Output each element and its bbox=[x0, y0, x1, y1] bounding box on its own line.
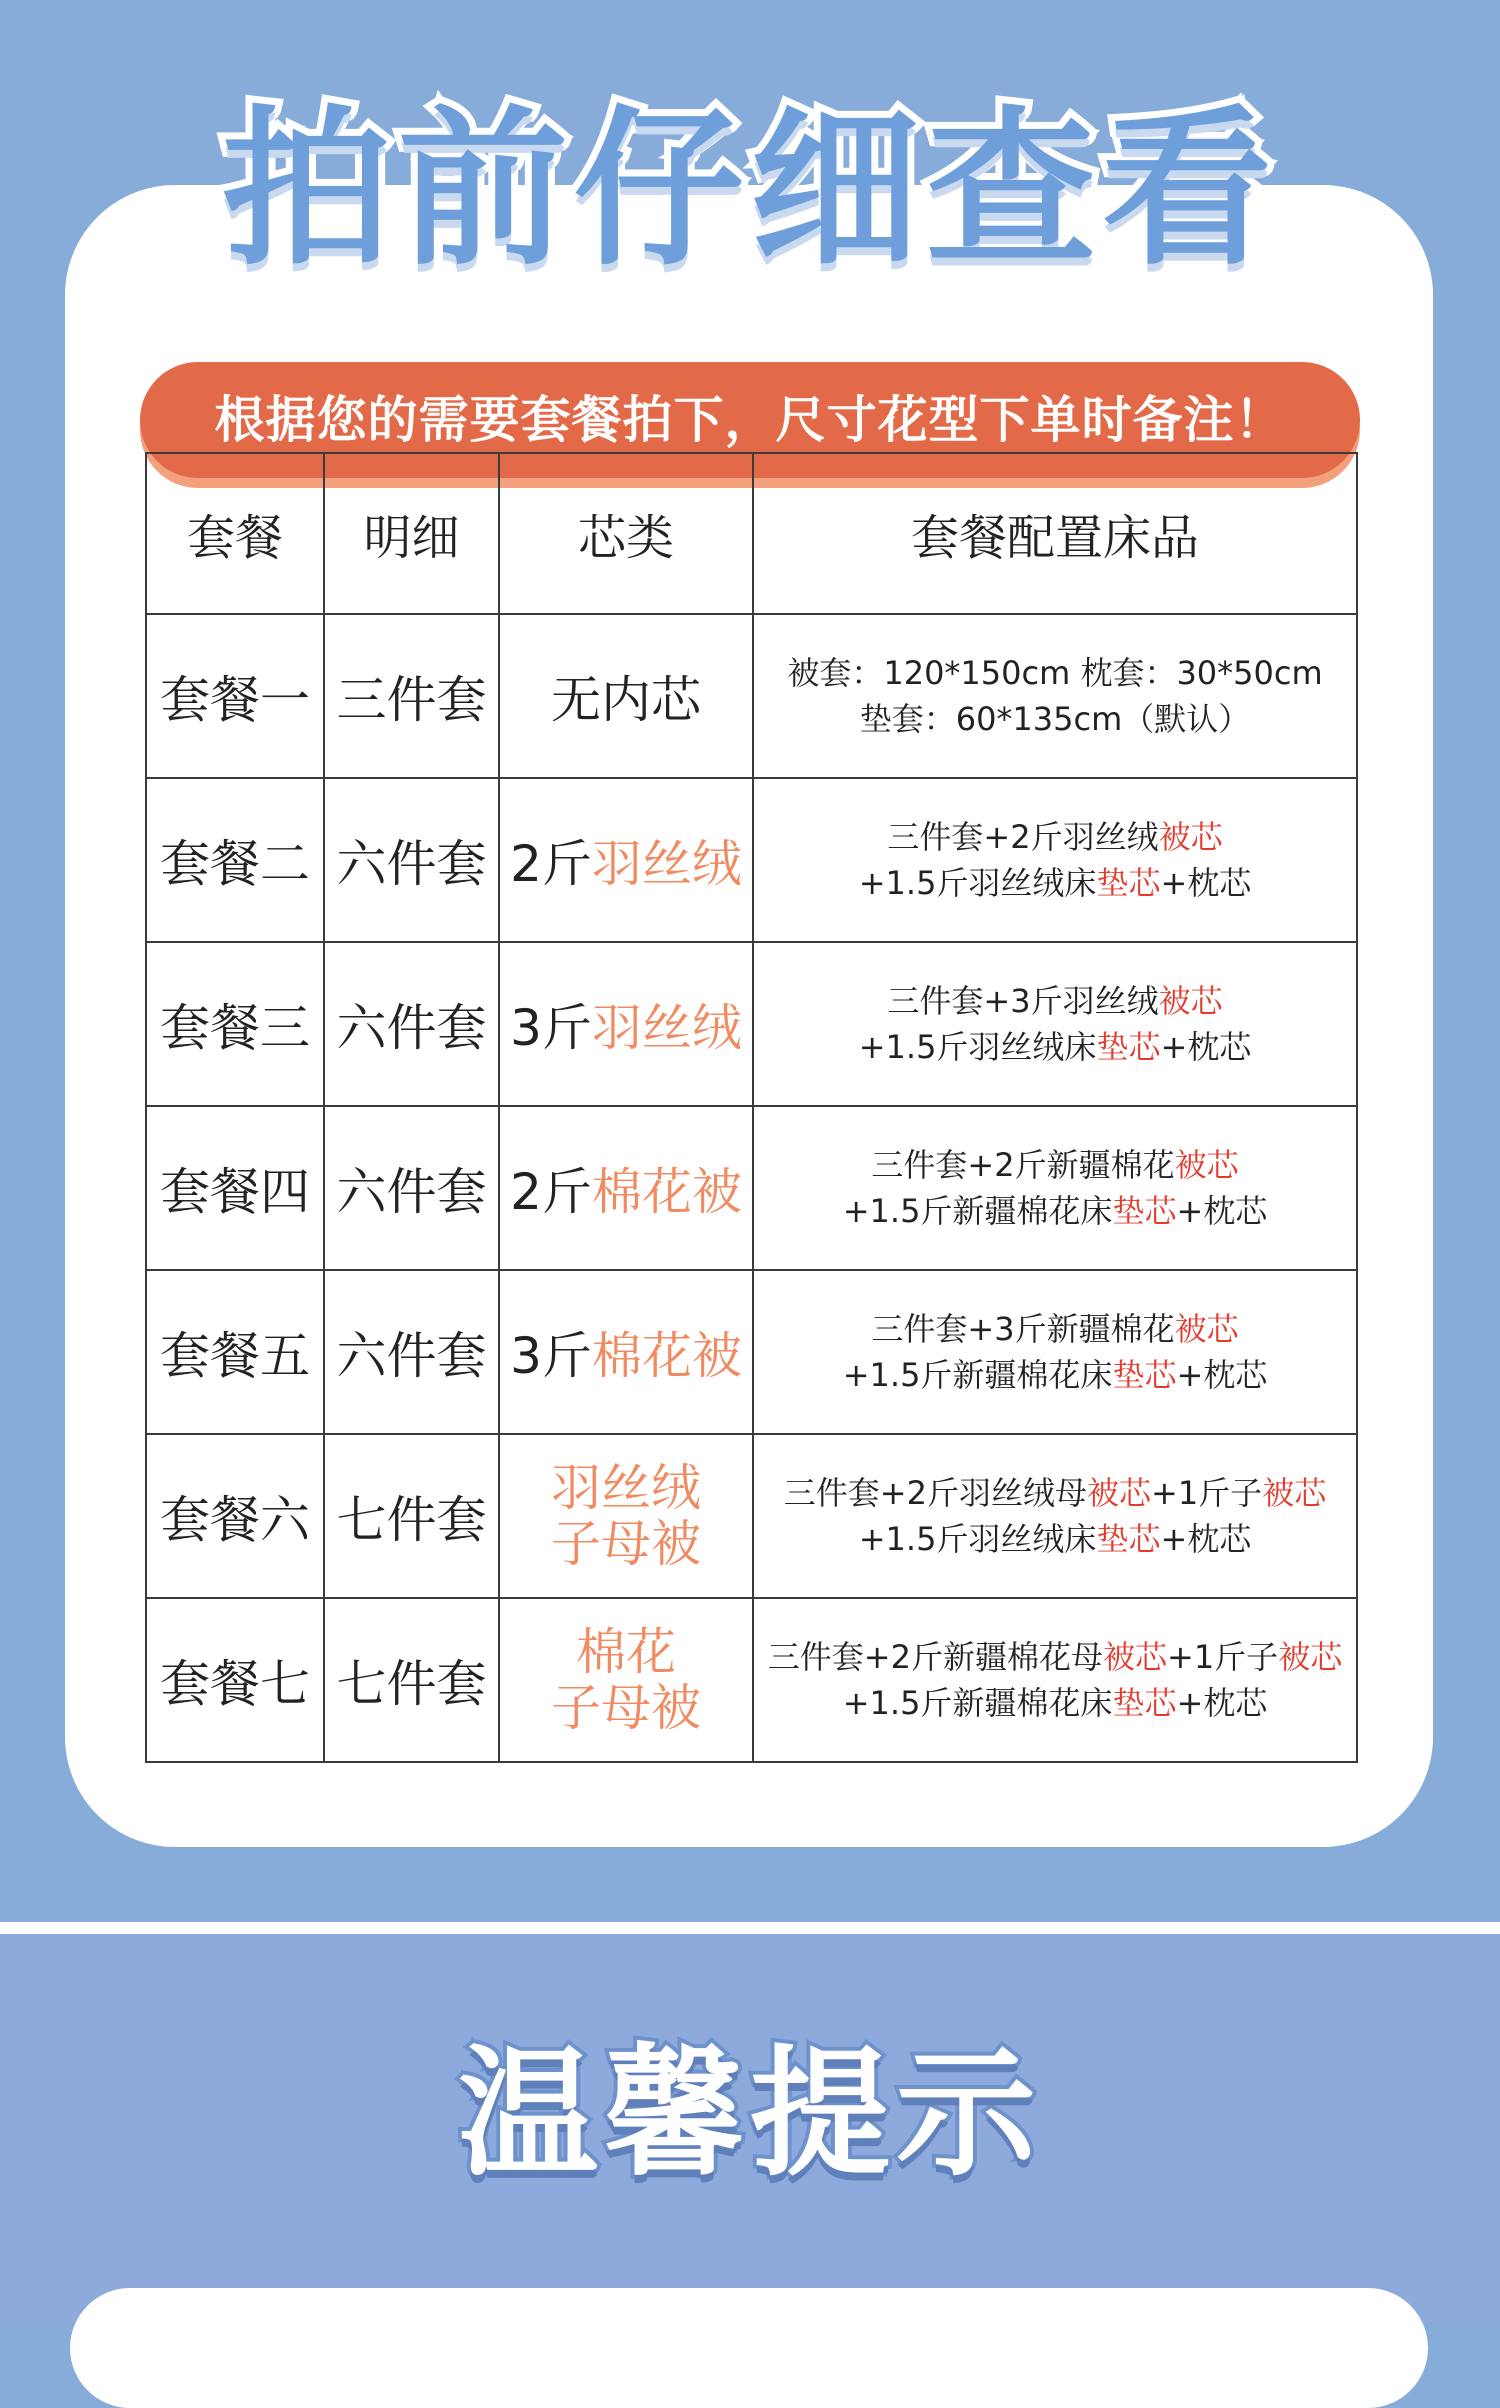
package-detail: 六件套 bbox=[324, 1270, 499, 1434]
package-name: 套餐三 bbox=[146, 942, 324, 1106]
core-type-line1: 羽丝绒 bbox=[551, 1459, 701, 1517]
package-detail: 七件套 bbox=[324, 1598, 499, 1762]
core-type bbox=[499, 942, 753, 1106]
package-config bbox=[753, 1270, 1357, 1434]
table-row bbox=[146, 614, 1357, 778]
config-segment: 被芯 bbox=[1174, 1310, 1239, 1348]
config-segment: +枕芯 bbox=[1160, 1520, 1252, 1558]
config-segment: 被芯 bbox=[1158, 818, 1223, 856]
config-line-1 bbox=[754, 1142, 1356, 1188]
config-segment: +枕芯 bbox=[1176, 1684, 1268, 1722]
config-segment: 垫芯 bbox=[1112, 1356, 1177, 1394]
core-type bbox=[499, 1106, 753, 1270]
config-line-2 bbox=[754, 1680, 1356, 1726]
section-title-tips: 温馨提示 bbox=[457, 2033, 1042, 2196]
table-row bbox=[146, 1434, 1357, 1598]
config-line-1 bbox=[754, 814, 1356, 860]
config-segment: 垫芯 bbox=[1096, 1520, 1161, 1558]
header-package: 套餐 bbox=[146, 453, 324, 614]
config-segment: 垫芯 bbox=[1112, 1192, 1177, 1230]
package-config bbox=[753, 778, 1357, 942]
core-type-plain: 2斤 bbox=[510, 1163, 592, 1221]
core-type-accent: 棉花被 bbox=[591, 1163, 742, 1221]
package-detail: 六件套 bbox=[324, 1106, 499, 1270]
package-name: 套餐二 bbox=[146, 778, 324, 942]
table-row bbox=[146, 1106, 1357, 1270]
config-line-1 bbox=[754, 1470, 1356, 1516]
tips-card bbox=[70, 2288, 1428, 2408]
config-segment: +枕芯 bbox=[1160, 864, 1252, 902]
package-name: 套餐七 bbox=[146, 1598, 324, 1762]
config-segment: +1.5斤羽丝绒床 bbox=[858, 1028, 1097, 1066]
banner-text: 根据您的需要套餐拍下，尺寸花型下单时备注！ bbox=[214, 391, 1286, 449]
config-line-2 bbox=[754, 1516, 1356, 1562]
config-segment: +1.5斤羽丝绒床 bbox=[858, 864, 1097, 902]
config-segment: 三件套+2斤羽丝绒母 bbox=[783, 1474, 1087, 1512]
config-segment: 被芯 bbox=[1102, 1638, 1167, 1676]
config-segment: 三件套+3斤羽丝绒 bbox=[887, 982, 1159, 1020]
config-segment: 垫芯 bbox=[1096, 864, 1161, 902]
package-config bbox=[753, 1106, 1357, 1270]
table-row bbox=[146, 1598, 1357, 1762]
config-line-1 bbox=[754, 650, 1356, 696]
table-header-row bbox=[146, 453, 1357, 614]
core-type-plain: 无内芯 bbox=[551, 671, 701, 729]
config-line-1 bbox=[754, 1634, 1356, 1680]
config-segment: 被芯 bbox=[1278, 1638, 1343, 1676]
config-segment: +枕芯 bbox=[1160, 1028, 1252, 1066]
table-row bbox=[146, 1270, 1357, 1434]
core-type bbox=[499, 778, 753, 942]
config-segment: 三件套+2斤新疆棉花 bbox=[871, 1146, 1175, 1184]
config-line-2 bbox=[754, 1024, 1356, 1070]
config-segment: 被芯 bbox=[1158, 982, 1223, 1020]
core-type-plain: 3斤 bbox=[510, 1327, 592, 1385]
config-line-1 bbox=[754, 978, 1356, 1024]
package-config bbox=[753, 942, 1357, 1106]
config-segment: 被套：120*150cm 枕套：30*50cm bbox=[787, 654, 1323, 692]
config-line-2 bbox=[754, 1188, 1356, 1234]
package-detail: 三件套 bbox=[324, 614, 499, 778]
config-segment: 三件套+3斤新疆棉花 bbox=[871, 1310, 1175, 1348]
config-segment: 三件套+2斤羽丝绒 bbox=[887, 818, 1159, 856]
config-segment: 三件套+2斤新疆棉花母 bbox=[767, 1638, 1103, 1676]
package-name: 套餐六 bbox=[146, 1434, 324, 1598]
core-type-accent: 棉花被 bbox=[591, 1327, 742, 1385]
config-line-2 bbox=[754, 696, 1356, 742]
package-config bbox=[753, 1598, 1357, 1762]
core-type-line2: 子母被 bbox=[551, 1679, 701, 1737]
config-segment: 被芯 bbox=[1086, 1474, 1151, 1512]
core-type bbox=[499, 1598, 753, 1762]
core-type bbox=[499, 614, 753, 778]
config-segment: +1斤子 bbox=[1167, 1638, 1279, 1676]
core-type-line2: 子母被 bbox=[551, 1515, 701, 1573]
config-segment: +1.5斤新疆棉花床 bbox=[842, 1684, 1113, 1722]
config-segment: +1.5斤新疆棉花床 bbox=[842, 1192, 1113, 1230]
config-segment: +1.5斤羽丝绒床 bbox=[858, 1520, 1097, 1558]
core-type-accent: 羽丝绒 bbox=[591, 999, 742, 1057]
header-detail: 明细 bbox=[324, 453, 499, 614]
core-type-plain: 3斤 bbox=[510, 999, 592, 1057]
core-type-line1: 棉花 bbox=[576, 1623, 676, 1681]
package-detail: 六件套 bbox=[324, 942, 499, 1106]
config-line-2 bbox=[754, 860, 1356, 906]
core-type bbox=[499, 1270, 753, 1434]
package-name: 套餐一 bbox=[146, 614, 324, 778]
core-type-plain: 2斤 bbox=[510, 835, 592, 893]
config-segment: 垫套：60*135cm（默认） bbox=[859, 700, 1251, 738]
core-type-accent: 羽丝绒 bbox=[591, 835, 742, 893]
config-segment: 被芯 bbox=[1262, 1474, 1327, 1512]
table-row bbox=[146, 778, 1357, 942]
table-row bbox=[146, 942, 1357, 1106]
package-table bbox=[145, 452, 1358, 1763]
config-segment: +枕芯 bbox=[1176, 1356, 1268, 1394]
config-segment: +1斤子 bbox=[1151, 1474, 1263, 1512]
section-divider bbox=[0, 1922, 1500, 1934]
config-segment: +枕芯 bbox=[1176, 1192, 1268, 1230]
package-config bbox=[753, 1434, 1357, 1598]
package-config bbox=[753, 614, 1357, 778]
header-core-type: 芯类 bbox=[499, 453, 753, 614]
config-segment: 被芯 bbox=[1174, 1146, 1239, 1184]
page-title: 拍前仔细查看 bbox=[221, 91, 1278, 289]
config-segment: +1.5斤新疆棉花床 bbox=[842, 1356, 1113, 1394]
core-type bbox=[499, 1434, 753, 1598]
package-name: 套餐四 bbox=[146, 1106, 324, 1270]
config-segment: 垫芯 bbox=[1112, 1684, 1177, 1722]
package-detail: 七件套 bbox=[324, 1434, 499, 1598]
config-line-1 bbox=[754, 1306, 1356, 1352]
package-name: 套餐五 bbox=[146, 1270, 324, 1434]
package-detail: 六件套 bbox=[324, 778, 499, 942]
header-config: 套餐配置床品 bbox=[753, 453, 1357, 614]
config-line-2 bbox=[754, 1352, 1356, 1398]
config-segment: 垫芯 bbox=[1096, 1028, 1161, 1066]
